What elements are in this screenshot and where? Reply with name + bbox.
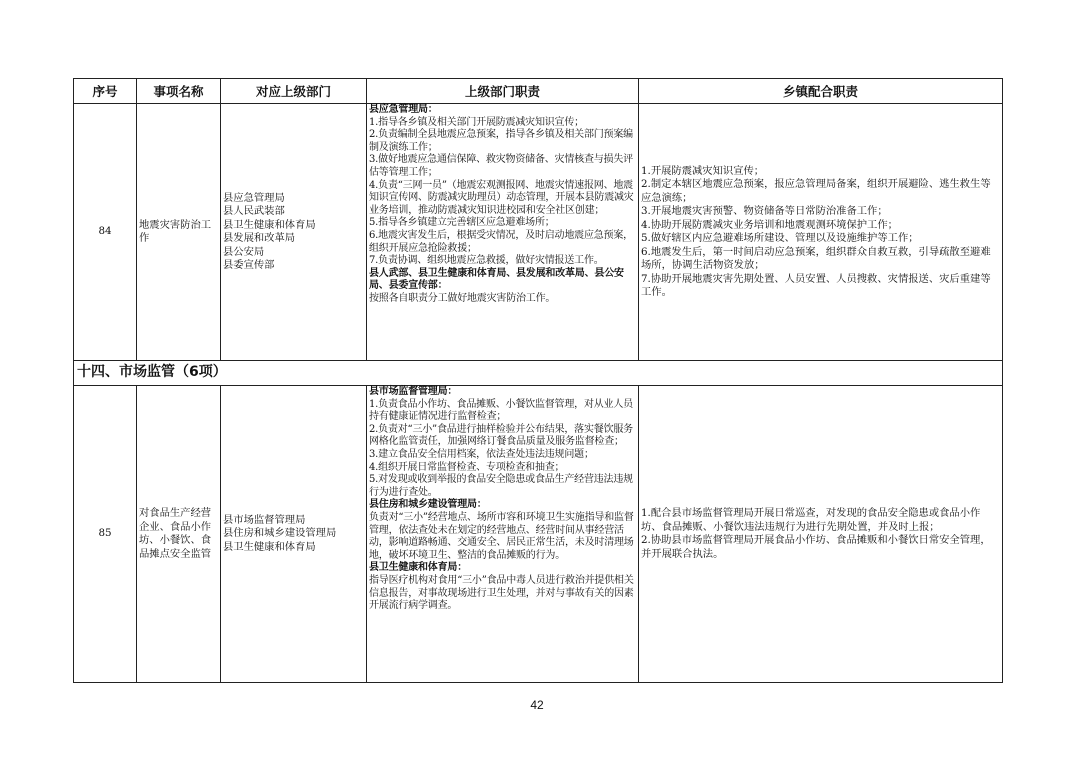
header-duty: 上级部门职责 xyxy=(367,79,639,104)
duty-line: 按照各自职责分工做好地震灾害防治工作。 xyxy=(369,292,556,304)
duty-heading: 县卫生健康和体育局： xyxy=(369,562,467,574)
row-number: 85 xyxy=(74,386,137,683)
section-title: 十四、市场监管（6项） xyxy=(74,361,1003,386)
item-name: 对食品生产经营企业、食品小作坊、小餐饮、食品摊点安全监管 xyxy=(137,386,221,683)
duty-line: 6.地震灾害发生后，根据受灾情况，及时启动地震应急预案，组织开展应急抢险救援； xyxy=(369,229,633,254)
coop-line: 4.协助开展防震减灾业务培训和地震观测环境保护工作； xyxy=(641,218,898,231)
duty-line: 2.负责对“三小”食品进行抽样检验并公布结果，落实餐饮服务网格化监管责任，加强网络订餐食品质量及服务监督检查； xyxy=(369,423,633,448)
header-no: 序号 xyxy=(74,79,137,104)
header-dept: 对应上级部门 xyxy=(221,79,367,104)
coop-line: 7.协助开展地震灾害先期处置、人员安置、人员搜救、灾情报送、灾后重建等工作。 xyxy=(641,272,991,298)
table-row xyxy=(74,386,1003,683)
upper-duty xyxy=(367,386,639,683)
coop-line: 1.开展防震减灾知识宣传； xyxy=(641,164,765,177)
row-number: 84 xyxy=(74,104,137,361)
dept-name: 县委宣传部 xyxy=(223,259,275,271)
duty-line: 4.组织开展日常监督检查、专项检查和抽查； xyxy=(369,461,565,473)
table-row xyxy=(74,104,1003,361)
coop-line: 1.配合县市场监督管理局开展日常巡查，对发现的食品安全隐患或食品小作坊、食品摊贩、小餐饮违法违规行为进行先期处置，并及时上报； xyxy=(641,507,981,533)
section-row xyxy=(74,361,1003,386)
town-duty xyxy=(639,386,1003,683)
duty-heading: 县住房和城乡建设管理局： xyxy=(369,499,487,511)
duty-heading: 县人武部、县卫生健康和体育局、县发展和改革局、县公安局、县委宣传部： xyxy=(369,267,624,292)
responsibility-table xyxy=(73,78,1003,683)
dept-name: 县发展和改革局 xyxy=(223,232,296,244)
duty-line: 2.负责编制全县地震应急预案，指导各乡镇及相关部门预案编制及演练工作； xyxy=(369,129,633,153)
dept-name: 县市场监督管理局 xyxy=(223,513,306,526)
upper-duty xyxy=(367,104,639,361)
dept-name: 县卫生健康和体育局 xyxy=(223,540,316,553)
dept-name: 县人民武装部 xyxy=(223,205,285,217)
dept-name: 县住房和城乡建设管理局 xyxy=(223,527,337,540)
duty-heading: 县应急管理局： xyxy=(369,104,438,115)
header-item: 事项名称 xyxy=(137,79,221,104)
duty-line: 7.负责协调、组织地震应急救援，做好灾情报送工作。 xyxy=(369,255,604,267)
duty-line: 4.负责“三网一员”（地震宏观测报网、地震灾情速报网、地震知识宣传网、防震减灾助理员）动态管理，开展本县防震减灾业务培训，推动防震减灾知识进校园和安全社区创建； xyxy=(369,179,634,216)
dept-name: 县应急管理局 xyxy=(223,191,285,204)
duty-line: 1.指导各乡镇及相关部门开展防震减灾知识宣传； xyxy=(369,116,584,128)
header-coop: 乡镇配合职责 xyxy=(639,79,1003,104)
duty-line: 5.指导各乡镇建立完善辖区应急避难场所； xyxy=(369,217,555,229)
duty-line: 负责对“三小”经营地点、场所市容和环境卫生实施指导和监督管理，依法查处未在划定的经营地点、经营时间从事经营活动，影响道路畅通、交通安全、居民正常生活，未及时清理场地，破坏环境卫生、整洁的食品摊贩的行为。 xyxy=(369,511,634,561)
dept-name: 县公安局 xyxy=(223,245,265,258)
coop-line: 3.开展地震灾害预警、物资储备等日常防治准备工作； xyxy=(641,205,888,217)
duty-heading: 县市场监督管理局： xyxy=(369,386,458,397)
coop-line: 5.做好辖区内应急避难场所建设、管理以及设施维护等工作； xyxy=(641,232,919,244)
town-duty xyxy=(639,104,1003,361)
coop-line: 2.制定本辖区地震应急预案，报应急管理局备案，组织开展避险、逃生救生等应急演练； xyxy=(641,178,991,204)
dept-name: 县卫生健康和体育局 xyxy=(223,218,316,231)
coop-line: 6.地震发生后，第一时间启动应急预案，组织群众自救互救，引导疏散至避难场所，协调生活物资发放； xyxy=(641,245,991,271)
table-header-row xyxy=(74,79,1003,104)
page-number: 42 xyxy=(530,698,544,712)
duty-line: 指导医疗机构对食用“三小”食品中毒人员进行救治并提供相关信息报告，对事故现场进行卫生处理，并对与事故有关的因素开展流行病学调查。 xyxy=(369,574,634,612)
duty-line: 1.负责食品小作坊、食品摊贩、小餐饮监督管理，对从业人员持有健康证情况进行监督检查； xyxy=(369,398,633,423)
duty-line: 3.做好地震应急通信保障、救灾物资储备、灾情核查与损失评估等管理工作； xyxy=(369,154,633,178)
dept-list xyxy=(221,386,367,683)
duty-line: 5.对发现或收到举报的食品安全隐患或食品生产经营违法违规行为进行查处。 xyxy=(369,474,633,498)
item-name: 地震灾害防治工作 xyxy=(137,104,221,361)
dept-list xyxy=(221,104,367,361)
duty-line: 3.建立食品安全信用档案，依法查处违法违规问题； xyxy=(369,448,594,460)
coop-line: 2.协助县市场监督管理局开展食品小作坊、食品摊贩和小餐饮日常安全管理，并开展联合执法。 xyxy=(641,534,991,560)
